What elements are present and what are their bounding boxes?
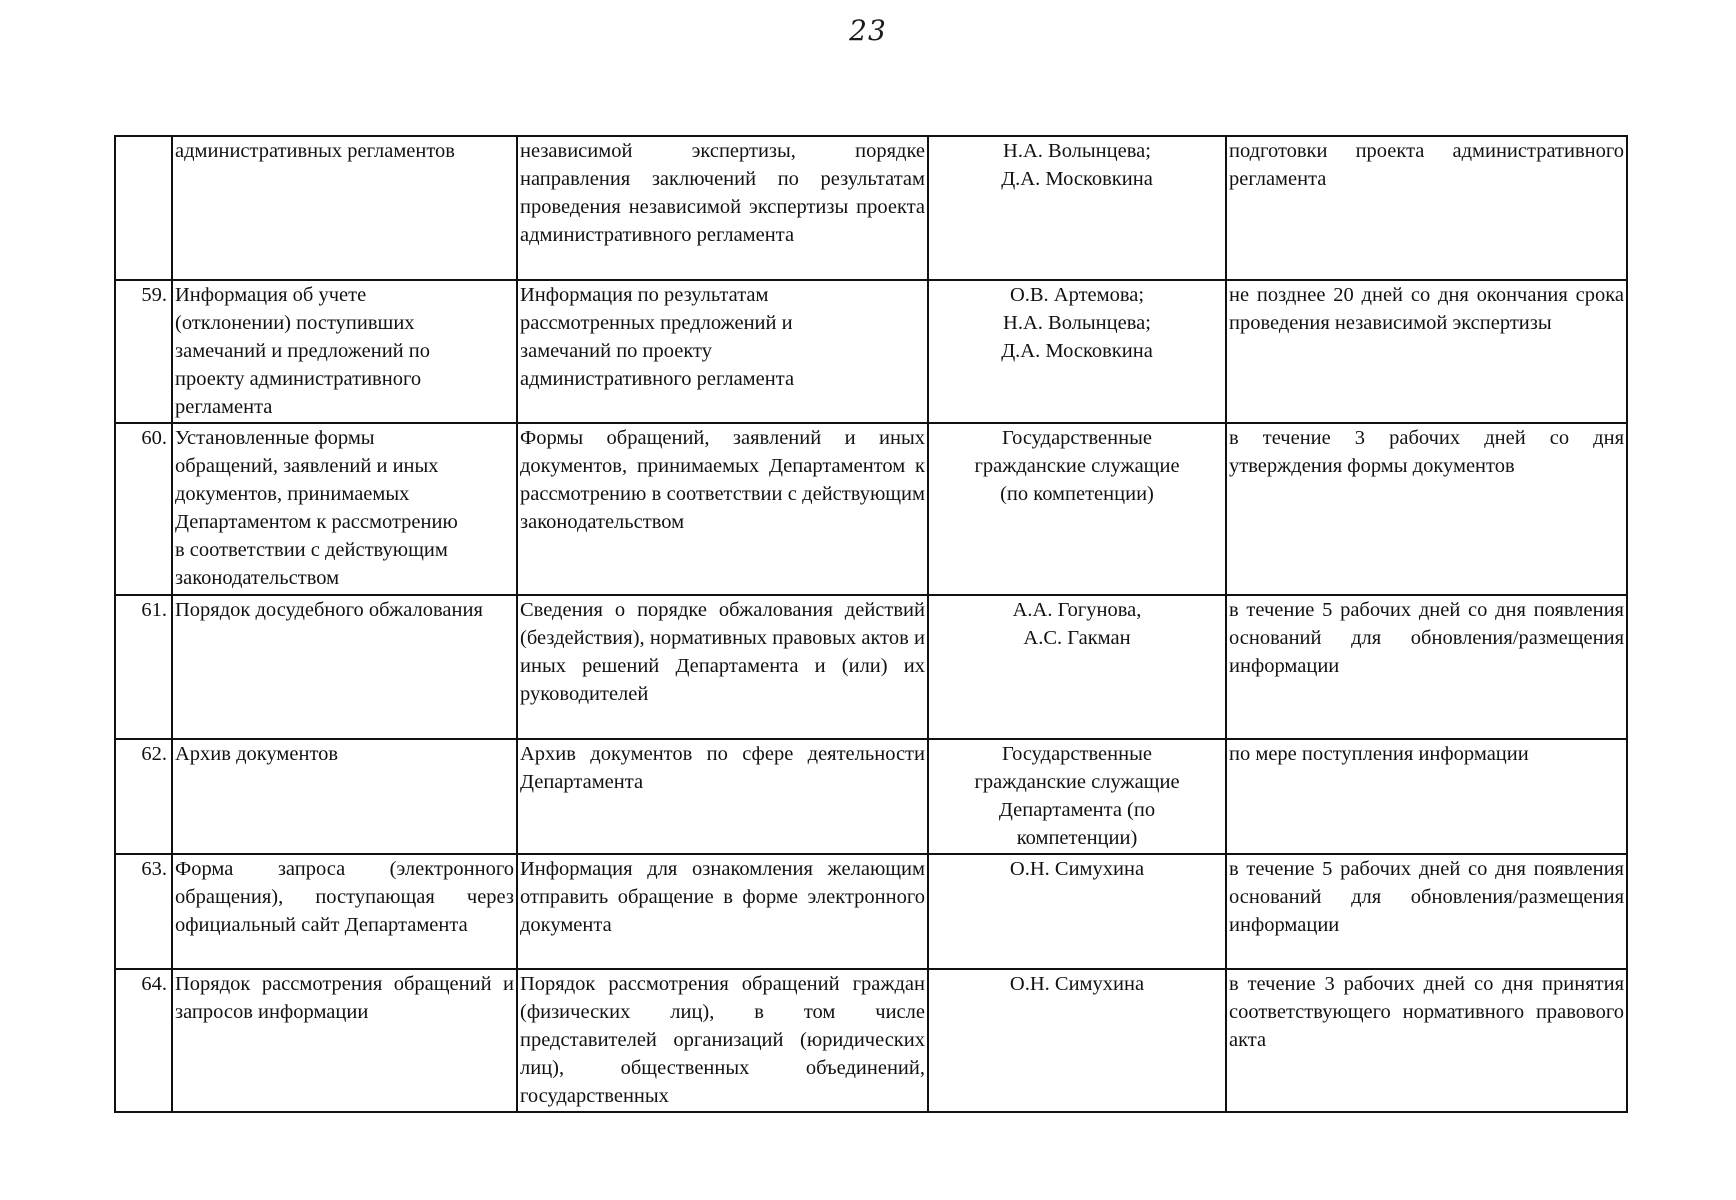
info-content-cell: Архив документов по сфере деятельности Департамента (517, 739, 928, 854)
info-name-cell: Форма запроса (электронного обращения), поступающая через официальный сайт Департамента (172, 854, 517, 969)
row-number: 64. (115, 969, 172, 1112)
info-name-cell: Порядок досудебного обжалования (172, 595, 517, 739)
table-row (115, 423, 1627, 595)
responsible-cell: О.В. Артемова; Н.А. Волынцева; Д.А. Московкина (928, 280, 1226, 423)
info-content-cell: независимой экспертизы, порядке направления заключений по результатам проведения независимой экспертизы проекта административного регламента (517, 136, 928, 280)
row-number: 60. (115, 423, 172, 595)
table-row (115, 595, 1627, 739)
deadline-cell: подготовки проекта административного регламента (1226, 136, 1627, 280)
info-content-cell: Информация по результатам рассмотренных предложений и замечаний по проекту административного регламента (517, 280, 928, 423)
row-number: 59. (115, 280, 172, 423)
table-row (115, 969, 1627, 1112)
info-name-cell: Порядок рассмотрения обращений и запросов информации (172, 969, 517, 1112)
row-number: 61. (115, 595, 172, 739)
responsible-cell: О.Н. Симухина (928, 969, 1226, 1112)
responsible-cell: Государственные гражданские служащие (по компетенции) (928, 423, 1226, 595)
responsible-cell: О.Н. Симухина (928, 854, 1226, 969)
deadline-cell: не позднее 20 дней со дня окончания срока проведения независимой экспертизы (1226, 280, 1627, 423)
info-name-cell: административных регламентов (172, 136, 517, 280)
page-number: 23 (849, 14, 887, 47)
deadline-cell: по мере поступления информации (1226, 739, 1627, 854)
deadline-cell: в течение 3 рабочих дней со дня утверждения формы документов (1226, 423, 1627, 595)
info-content-cell: Формы обращений, заявлений и иных документов, принимаемых Департаментом к рассмотрению в соответствии с действующим законодательством (517, 423, 928, 595)
row-number: 62. (115, 739, 172, 854)
info-name-cell: Установленные формы обращений, заявлений и иных документов, принимаемых Департаментом к рассмотрению в соответствии с действующим законодательством (172, 423, 517, 595)
info-content-cell: Сведения о порядке обжалования действий (бездействия), нормативных правовых актов и иных решений Департамента и (или) их руководителей (517, 595, 928, 739)
deadline-cell: в течение 3 рабочих дней со дня принятия соответствующего нормативного правового акта (1226, 969, 1627, 1112)
table-row (115, 739, 1627, 854)
info-name-cell: Архив документов (172, 739, 517, 854)
table-row (115, 136, 1627, 280)
table-row (115, 854, 1627, 969)
info-content-cell: Порядок рассмотрения обращений граждан (физических лиц), в том числе представителей организаций (юридических лиц), общественных объединений, государственных (517, 969, 928, 1112)
responsible-cell: Государственные гражданские служащие Департамента (по компетенции) (928, 739, 1226, 854)
deadline-cell: в течение 5 рабочих дней со дня появления оснований для обновления/размещения информации (1226, 854, 1627, 969)
responsible-cell: Н.А. Волынцева; Д.А. Московкина (928, 136, 1226, 280)
information-table (114, 135, 1628, 1113)
row-number: 63. (115, 854, 172, 969)
responsible-cell: А.А. Гогунова, А.С. Гакман (928, 595, 1226, 739)
info-content-cell: Информация для ознакомления желающим отправить обращение в форме электронного документа (517, 854, 928, 969)
deadline-cell: в течение 5 рабочих дней со дня появления оснований для обновления/размещения информации (1226, 595, 1627, 739)
row-number (115, 136, 172, 280)
table-row (115, 280, 1627, 423)
info-name-cell: Информация об учете (отклонении) поступивших замечаний и предложений по проекту административного регламента (172, 280, 517, 423)
